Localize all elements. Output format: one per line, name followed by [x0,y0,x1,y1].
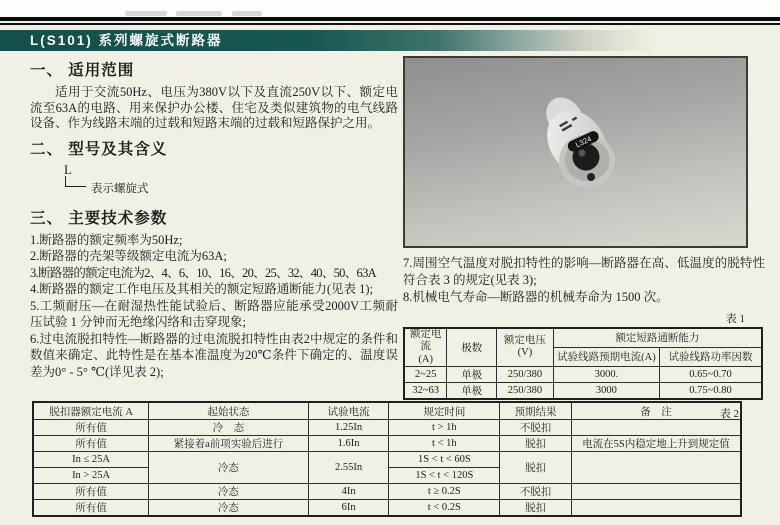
t2-cell: 冷态 [149,484,309,500]
t2-cell: 6In [308,500,389,517]
breaker-device-illustration [405,58,746,246]
tech-item-2: 2.断路器的壳架等级额定电流为63A; [30,249,227,263]
faint-header-artifact [125,11,167,16]
t1-cell: 2~25 [404,367,447,383]
t2-header-expected-result: 预期结果 [500,402,572,420]
t2-cell: t > 1h [389,420,500,436]
t2-cell: 冷态 [149,452,309,484]
t1-cell: 单极 [447,367,497,383]
t2-cell: 所有值 [33,484,149,500]
breaker-photo [403,56,748,248]
table-row [33,484,741,500]
t2-cell [571,500,741,517]
model-branch [64,176,398,196]
right-column [403,56,765,422]
tech-item-6: 6.过电流脱扣特性—断路器的过电流脱扣特性由表2中规定的条件和数值来确定、此特性是在基本准温度为20℃条件下确定的、温度误差为0° - 5° ℃(详见表 2); [30,331,398,379]
t1-header-rated-voltage-line2: (V) [517,347,533,359]
section-3-heading: 三、 主要技术参数 [30,209,168,227]
t2-cell: 紧接着a前项实验后进行 [149,436,309,452]
faint-header-artifact [232,11,262,16]
t1-header-rated-voltage [497,328,554,367]
t2-header-test-current: 试验电流 [308,402,389,420]
table-row [33,452,741,468]
model-note: 表示螺旋式 [91,182,149,195]
section-title-bar [0,30,780,51]
t2-cell: 2.55In [308,452,389,484]
t2-cell: t < 1h [389,436,500,452]
branch-connector-line [65,176,86,187]
t1-cell: 3000 [553,383,659,400]
tech-item-4: 4.断路器的额定工作电压及其相关的额定短路通断能力(见表 1); [30,282,374,296]
t2-header-specified-time: 规定时间 [389,402,500,420]
t1-header-power-factor: 试验线路功率因数 [660,347,762,366]
t2-cell: 所有值 [33,420,149,436]
scope-paragraph: 适用于交流50Hz、电压为380V以下及直流250V以下、额定电流至63A的电路、用来保护办公楼、住宅及类似建筑物的电气线路设备、作为线路末端的过载和短路末端的过载和短路保护之用。 [30,85,398,130]
t2-cell: 不脱扣 [500,484,572,500]
table2-tripping-characteristics [32,401,742,517]
tech-item-8: 8.机械电气寿命—断路器的机械寿命为 1500 次。 [403,290,669,304]
page-top-margin [0,0,780,17]
t2-cell [571,420,741,436]
table2-caption: 表 2 [719,408,739,420]
t2-cell: 1.6In [308,436,389,452]
t1-cell: 3000. [553,367,659,383]
t2-cell: 电流在5S内稳定地上升到规定值 [571,436,741,452]
model-diagram [64,163,398,196]
cap-highlight [579,150,586,157]
t1-cell: 250/380 [497,383,554,400]
section-1-heading: 一、 适用范围 [30,62,135,79]
t1-header-rated-voltage-line1: 额定电压 [503,334,546,346]
tech-item-5: 5.工频耐压—在耐湿热性能试验后、断路器应能承受2000V工频耐压试验 1 分钟而无绝缘闪络和击穿现象; [30,298,398,329]
device-indicator-dot [587,173,595,181]
t2-cell: 冷 态 [149,420,309,436]
t2-cell: 冷态 [149,500,309,517]
table-row [404,383,762,400]
t2-cell: 脱扣 [500,500,572,517]
t2-cell: In ≤ 25A [33,452,149,468]
t2-cell: t < 0.2S [389,500,500,517]
t1-header-rated-current-line2: (A) [418,353,433,365]
table-row [404,367,762,383]
table-row [404,328,762,348]
t2-cell: 脱扣 [500,436,572,452]
t2-cell: 4In [308,484,389,500]
t1-cell: 0.75~0.80 [660,383,762,400]
left-column [20,56,398,380]
t1-cell: 0.65~0.70 [660,367,762,383]
table-row [33,402,741,420]
t2-cell: 不脱扣 [500,420,572,436]
t2-cell: 1S < t < 60S [389,452,500,468]
t2-cell [571,484,741,500]
t2-cell: 1.25In [308,420,389,436]
table-row [33,500,741,517]
tech-item-7: 7.周围空气温度对脱扣特性的影响—断路器在高、低温度的脱特性符合表 3 的规定(见表 3); [403,256,765,287]
t1-header-breaking-capacity-group: 额定短路通断能力 [553,328,762,348]
t2-cell: In > 25A [33,468,149,484]
page-title: L(S101) 系列螺旋式断路器 [30,33,223,48]
table1-rated-breaking-capacity [403,327,763,401]
t2-cell [571,452,741,484]
table-row [33,436,741,452]
table-row [33,420,741,436]
t2-cell: 1S < t < 120S [389,468,500,484]
t2-header-initial-state: 起始状态 [149,402,309,420]
tech-item-1: 1.断路器的额定频率为50Hz; [30,232,183,247]
device-label: L324 [573,134,593,150]
t1-cell: 250/380 [497,367,554,383]
faint-header-artifact [176,11,222,16]
t2-cell: 所有值 [33,436,149,452]
tech-item-3: 3.断路器的额定电流为2、4、6、10、16、20、25、32、40、50、63A [30,265,376,280]
t2-cell: 所有值 [33,500,149,517]
t1-header-rated-current-line1: 额定电流 [409,328,442,352]
section-2-heading: 二、 型号及其含义 [30,140,168,158]
t2-cell: t ≥ 0.2S [389,484,500,500]
t2-header-remarks: 备 注 [571,402,741,420]
t1-header-rated-current [404,328,447,367]
top-rule-thick [0,17,780,21]
top-rule-thin [0,23,780,25]
t1-cell: 32~63 [404,383,447,400]
t2-header-trip-rated-current: 脱扣器额定电流 A [33,402,149,420]
t1-header-poles: 极数 [447,328,497,367]
table1-caption: 表 1 [725,312,745,325]
model-letter: L [64,161,72,177]
t1-cell: 单极 [447,383,497,400]
t1-header-prospective-current: 试验线路预期电流(A) [553,347,659,366]
t2-cell: 脱扣 [500,452,572,484]
